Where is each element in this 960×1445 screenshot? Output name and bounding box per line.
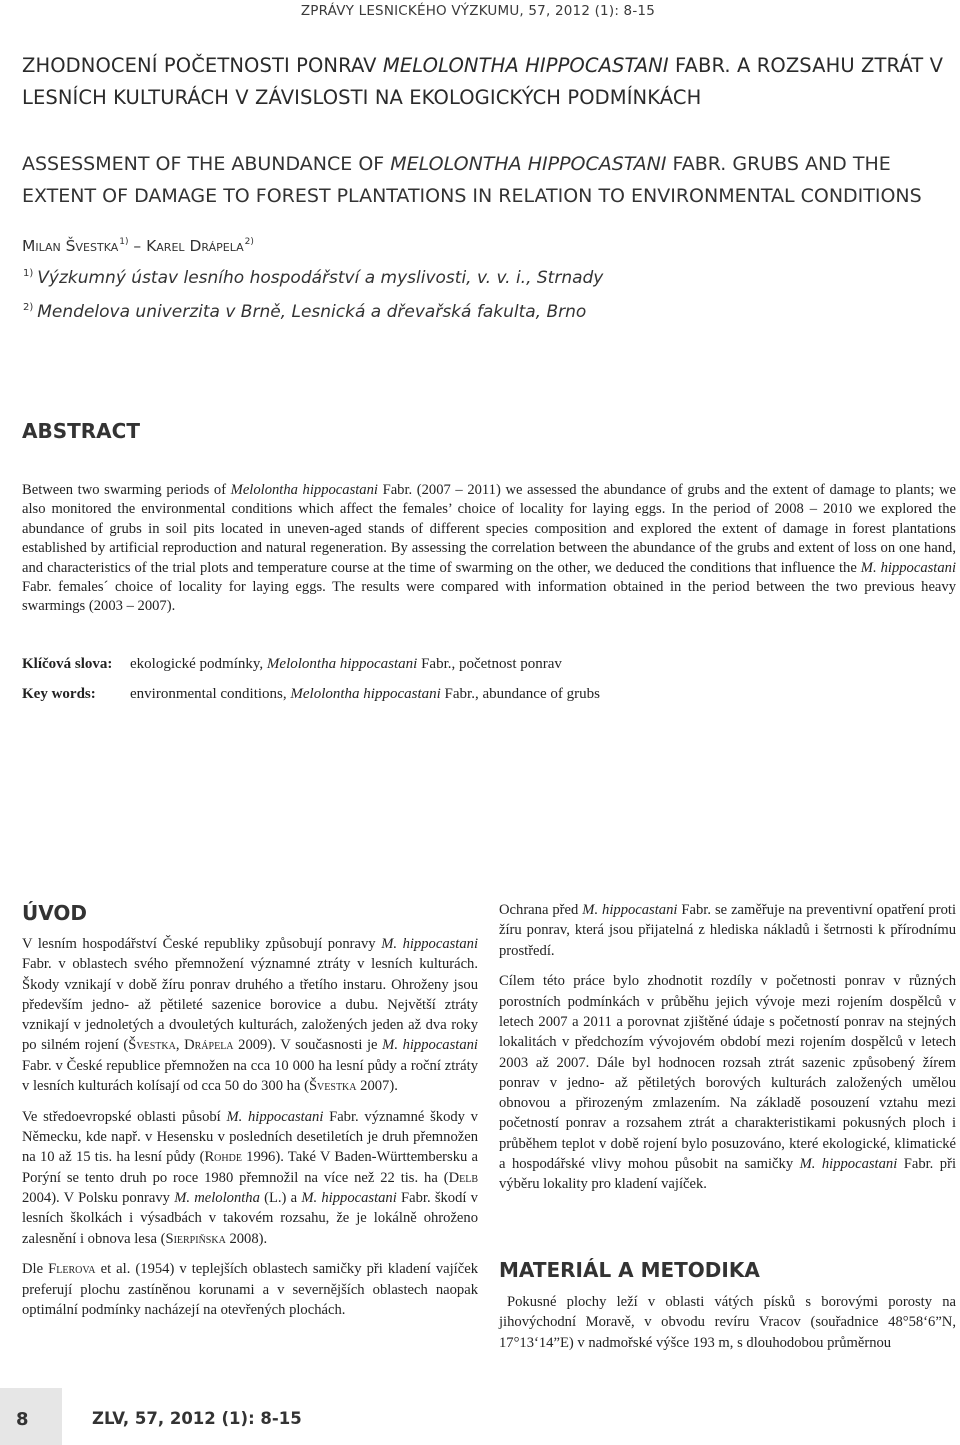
right-paragraph-1 [499,900,956,961]
affiliation-1-text: Výzkumný ústav lesního hospodářství a myslivosti, v. v. i., Strnady [37,268,604,288]
journal-header: ZPRÁVY LESNICKÉHO VÝZKUMU, 57, 2012 (1): 8-15 [300,3,655,19]
keywords-english-a: environmental conditions, [130,686,291,702]
keywords-czech [22,656,562,673]
section-heading-uvod: ÚVOD [22,901,87,925]
author-2-sup: 2) [244,237,254,247]
text-run: Fabr. v České republice přemnožen na cca 10 000 ha lesní půdy a roční ztráty v lesních kulturách kolísají od cca 50 do 300 ha ( [22,1057,478,1095]
text-run: Fabr. v oblastech svého přemnožení významné ztráty v lesních kulturách. Škody vznikají v době žíru ponrav druhého a třetího instaru. Ohroženy jsou především jedno- až pětileté sazenice borovice a dubu. Největší ztráty vznikají v jednoletých a dvouletých kulturách, založených jeden až dva roky po silném rojení ( [22,956,478,1054]
title-english-part1: ASSESSMENT OF THE ABUNDANCE OF [22,153,391,175]
abstract-heading: ABSTRACT [22,419,140,443]
author-1: Milan Švestka [22,237,119,255]
keywords-english-species: Melolontha hippocastani [290,686,441,702]
affiliation-1 [22,268,603,288]
uvod-paragraph-2 [22,1107,478,1249]
keywords-english-b: Fabr., abundance of grubs [440,686,600,702]
title-czech-species: MELOLONTHA HIPPOCASTANI [382,54,669,77]
text-run: (L.) a [259,1190,302,1207]
left-column [22,934,478,1331]
text-run: Fabr. se zaměřuje na preventivní opatření proti žíru ponrav, která jsou přijatelná z hlediska nákladů i šetrnosti k přírodnímu prostředí. [499,902,956,959]
authors [22,237,254,255]
text-run: 2004). V Polsku ponravy [22,1190,175,1207]
text-run: 2008). [225,1230,268,1247]
text-run: Dle [22,1261,49,1278]
right-paragraph-2 [499,971,956,1194]
keywords-czech-a: ekologické podmínky, [130,656,267,672]
abstract-text [22,481,956,617]
keywords-english [22,686,600,703]
title-czech [22,50,952,114]
keywords-czech-label: Klíčová slova: [22,656,113,672]
keywords-czech-species: Melolontha hippocastani [266,656,418,672]
species-name: M. hippocastani [226,1108,324,1125]
author-2: Karel Drápela [146,237,244,255]
citation-author: Flerova [48,1261,96,1278]
citation-author: Sierpiňska [165,1230,226,1247]
page-number: 8 [16,1409,29,1430]
title-english-species: MELOLONTHA HIPPOCASTANI [390,153,667,175]
affiliation-1-sup: 1) [23,268,34,279]
abstract-species-1: Melolontha hippocastani [230,482,378,498]
affiliation-2-sup: 2) [23,302,34,313]
methods-paragraph-1: Pokusné plochy leží v oblasti vátých písků s borovými porosty na jihovýchodní Moravě, v obvodu revíru Vracov (souřadnice 48°58‘6”N, 17°13‘14”E) v nadmořské výšce 193 m, s dlouhodobou průměrnou [499,1294,956,1351]
species-name: M. hippocastani [582,902,678,918]
abstract-s2: Fabr. (2007 – 2011) we assessed the abundance of grubs and the extent of damage to plants; we also monitored the environmental conditions which affect the females’ choice of locality for laying eggs. In the period of 2008 – 2010 we explored the abundance of grubs in soil pits located in uneven-aged stands of different species composition and explored the extent of damage in forest plantations established by artificial reproduction and natural regeneration. By assessing the correlation between the abundance of the grubs and extent of loss on one hand, and characteristics of the trial plots and temperature course at the time of swarming on the other, we deduced the conditions that influence the [22,482,956,576]
methods-column [499,1292,956,1363]
title-english [22,148,957,212]
text-run: 2007). [356,1078,398,1095]
section-heading-material: MATERIÁL A METODIKA [499,1258,760,1282]
text-run: Fabr. významné škody v Německu, kde např. v Hesensku v posledních desetiletích je druh přemnožen na 10 až 15 tis. ha lesní půdy ( [22,1108,478,1166]
title-czech-part2: FABR. A ROZSAHU ZTRÁT V LESNÍCH KULTURÁCH V ZÁVISLOSTI NA EKOLOGICKÝCH PODMÍNKÁCH [22,54,944,109]
footer-journal: ZLV, 57, 2012 (1): 8-15 [92,1409,302,1428]
keywords-english-label: Key words: [22,686,96,702]
text-run: 2009). V současnosti je [233,1037,383,1054]
text-run: Ve středoevropské oblasti působí [22,1108,227,1125]
title-czech-part1: ZHODNOCENÍ POČETNOSTI PONRAV [22,54,383,77]
text-run: Ochrana před [499,902,583,918]
author-1-sup: 1) [119,237,129,247]
citation-author: Delb [448,1169,478,1186]
species-name: M. hippocastani [382,1037,478,1054]
text-run: Fabr. škodí v lesních školkách i výsadbách v takovém rozsahu, že je lokálně ohroženo zalesnění i obnova lesa ( [22,1190,478,1247]
species-name: M. hippocastani [799,1156,898,1173]
abstract-s1: Between two swarming periods of [22,482,231,498]
citation-author: Rohde [204,1149,242,1166]
citation-author: Švestka [308,1078,357,1095]
text-run: Fabr. při výběru lokality pro kladení vajíček. [499,1156,956,1193]
page-number-box [0,1388,62,1445]
abstract-s3: Fabr. females´ choice of locality for laying eggs. The results were compared with information obtained in the period between the two previous heavy swarmings (2003 – 2007). [22,579,956,615]
uvod-paragraph-3 [22,1259,478,1320]
citation-author: Švestka, Drápela [128,1037,234,1054]
text-run: Cílem této práce bylo zhodnotit rozdíly v početnosti ponrav v různých porostních podmínkách v průběhu jejich vývoje mezi rojením dospělců v letech 2007 a 2011 a porovnat zjištěné údaje s početností ponrav na stejných lokalitách v předchozím vývojovém období mezi rojením dospělců v letech 2003 až 2007. Dále byl hodnocen rozsah ztrát sazenic způsobený žírem ponrav v jedno- až pětiletých borových kulturách založených umělou obnovou a přirozeným zmlazením. Na základě posouzení vztahu mezi početností ponrav a rozsahem ztrát a charakteristikami pokusných ploch i průběhem teplot v době rojení bylo posuzováno, které ekologické, klimatické a hospodářské vlivy mohou působit na samičky [499,973,956,1173]
title-english-part2: FABR. GRUBS AND THE EXTENT OF DAMAGE TO FOREST PLANTATIONS IN RELATION TO ENVIRONMENTAL CONDITIONS [22,153,922,207]
author-separator: – [128,237,147,255]
affiliation-2 [22,302,586,322]
species-name: M. hippocastani [381,936,478,952]
right-column [499,900,956,1205]
uvod-paragraph-1 [22,934,478,1096]
species-name: M. melolontha [174,1190,260,1207]
abstract-species-2: M. hippocastani [860,559,956,576]
species-name: M. hippocastani [301,1190,397,1207]
text-run: V lesním hospodářství České republiky způsobují ponravy [22,936,382,952]
keywords-czech-b: Fabr., početnost ponrav [417,656,562,672]
affiliation-2-text: Mendelova univerzita v Brně, Lesnická a dřevařská fakulta, Brno [37,302,587,322]
text-run: 1996). Také V Baden-Württembersku a Porýní se tento druh po roce 1980 přemnožil na více než 22 tis. ha ( [22,1149,478,1186]
text-run: et al. (1954) v teplejších oblastech samičky při kladení vajíček preferují plochu zastíněnou korunami a v severnějších oblastech naopak optimální podmínky nacházejí na otevřených plochách. [22,1261,478,1319]
